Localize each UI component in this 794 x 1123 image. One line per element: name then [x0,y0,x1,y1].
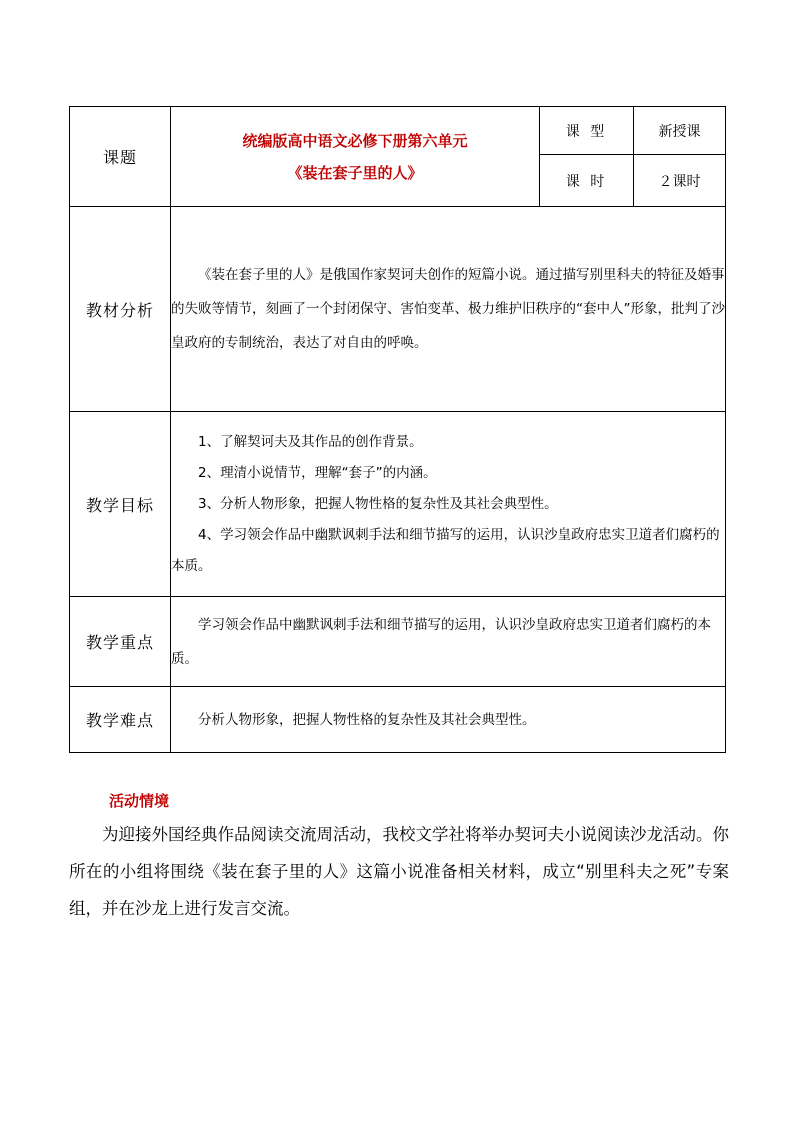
difficulty-label: 教学难点 [70,687,171,753]
key-point-cell [171,597,726,687]
lesson-title-line2: 《装在套子里的人》 [287,163,423,182]
activity-body: 为迎接外国经典作品阅读交流周活动，我校文学社将举办契诃夫小说阅读沙龙活动。你所在的小组将围绕《装在套子里的人》这篇小说准备相关材料，成立“别里科夫之死”专案组，并在沙龙上进行发言交流。 [69,825,729,918]
key-point-text: 学习领会作品中幽默讽刺手法和细节描写的运用，认识沙皇政府忠实卫道者们腐朽的本质。 [171,616,711,667]
lesson-hours-label: 课 时 [540,155,634,207]
material-analysis-label: 教材分析 [70,207,171,412]
teaching-goal-item: 4、学习领会作品中幽默讽刺手法和细节描写的运用，认识沙皇政府忠实卫道者们腐朽的本质。 [171,526,720,574]
topic-label: 课题 [70,107,171,207]
lesson-hours-value: ２课时 [634,155,726,207]
teaching-goal-item: 3、分析人物形象，把握人物性格的复杂性及其社会典型性。 [198,495,558,512]
lesson-title [171,107,540,207]
lesson-type-label: 课 型 [540,107,634,155]
key-point-label: 教学重点 [70,597,171,687]
difficulty-text: 分析人物形象，把握人物性格的复杂性及其社会典型性。 [198,711,536,728]
teaching-goals-label: 教学目标 [70,412,171,597]
activity-heading: 活动情境 [109,792,170,810]
lesson-type-value: 新授课 [634,107,726,155]
activity-section [69,786,729,927]
teaching-goals-cell [171,412,726,597]
lesson-title-line1: 统编版高中语文必修下册第六单元 [242,131,468,150]
teaching-goal-item: 1、了解契诃夫及其作品的创作背景。 [198,433,423,450]
material-analysis-text: 《装在套子里的人》是俄国作家契诃夫创作的短篇小说。通过描写别里科夫的特征及婚事的失败等情节，刻画了一个封闭保守、害怕变革、极力维护旧秩序的“套中人”形象，批判了沙皇政府的专制统治，表达了对自由的呼唤。 [171,267,725,351]
lesson-plan-table [69,106,726,753]
difficulty-cell [171,687,726,753]
teaching-goal-item: 2、理清小说情节，理解“套子”的内涵。 [198,464,437,481]
material-analysis-cell [171,207,726,412]
